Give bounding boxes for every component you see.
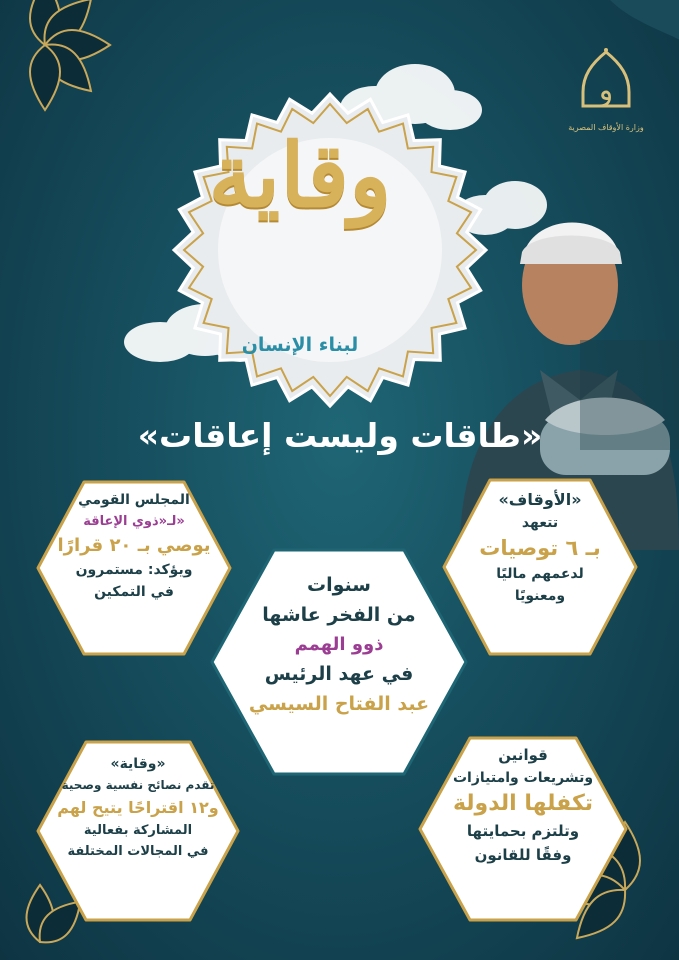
awqaf-line-5: ومعنويًا (514, 588, 566, 604)
council-hexagon (34, 478, 234, 658)
awqaf-line-3: بـ ٦ توصيات (479, 536, 601, 560)
laws-hexagon (416, 734, 630, 924)
awqaf-hexagon (440, 476, 640, 658)
council-line-4: ويؤكد: مستمرون (75, 562, 193, 578)
council-line-5: في التمكين (94, 584, 174, 600)
council-line-2: لـ«ذوي الإعاقة» (83, 514, 185, 529)
center-line-4: في عهد الرئيس (264, 663, 414, 685)
center-line-3: ذوو الهمم (294, 634, 384, 655)
svg-text:و: و (598, 73, 614, 108)
badge-subtitle: لبناء الإنسان (241, 334, 359, 356)
headline: «طاقات وليست إعاقات» (137, 416, 543, 455)
center-line-1: سنوات (307, 574, 371, 596)
laws-line-2: وتشريعات وامتيازات (452, 770, 594, 786)
wiqaya-line-2: تقدم نصائح نفسية وصحية (61, 778, 215, 792)
council-line-1: المجلس القومي (78, 492, 190, 508)
center-line-5: عبد الفتاح السيسي (248, 693, 430, 715)
council-line-3: يوصي بـ ٢٠ قرارًا (57, 535, 211, 556)
laws-line-1: قوانين (498, 746, 548, 764)
badge-title: وقاية (208, 123, 392, 227)
laws-line-4: وتلتزم بحمايتها (466, 822, 580, 840)
wiqaya-hexagon (34, 738, 242, 924)
corner-ornament-top-left (0, 0, 120, 120)
center-line-2: من الفخر عاشها (262, 604, 416, 626)
wiqaya-line-1: «وقاية» (110, 756, 166, 772)
wiqaya-line-4: المشاركة بفعالية (83, 823, 193, 838)
ministry-logo-caption: وزارة الأوقاف المصرية (568, 123, 644, 132)
ministry-logo (563, 48, 649, 132)
awqaf-line-1: «الأوقاف» (498, 490, 582, 509)
wiqaya-line-3: و١٢ اقتراحًا يتيح لهم (57, 798, 219, 817)
laws-line-3: تكفلها الدولة (452, 791, 594, 816)
awqaf-line-4: لدعمهم ماليًا (496, 566, 584, 582)
awqaf-line-2: تتعهد (521, 515, 559, 531)
laws-line-5: وفقًا للقانون (474, 846, 572, 864)
wiqaya-line-5: في المجالات المختلفة (67, 844, 209, 859)
